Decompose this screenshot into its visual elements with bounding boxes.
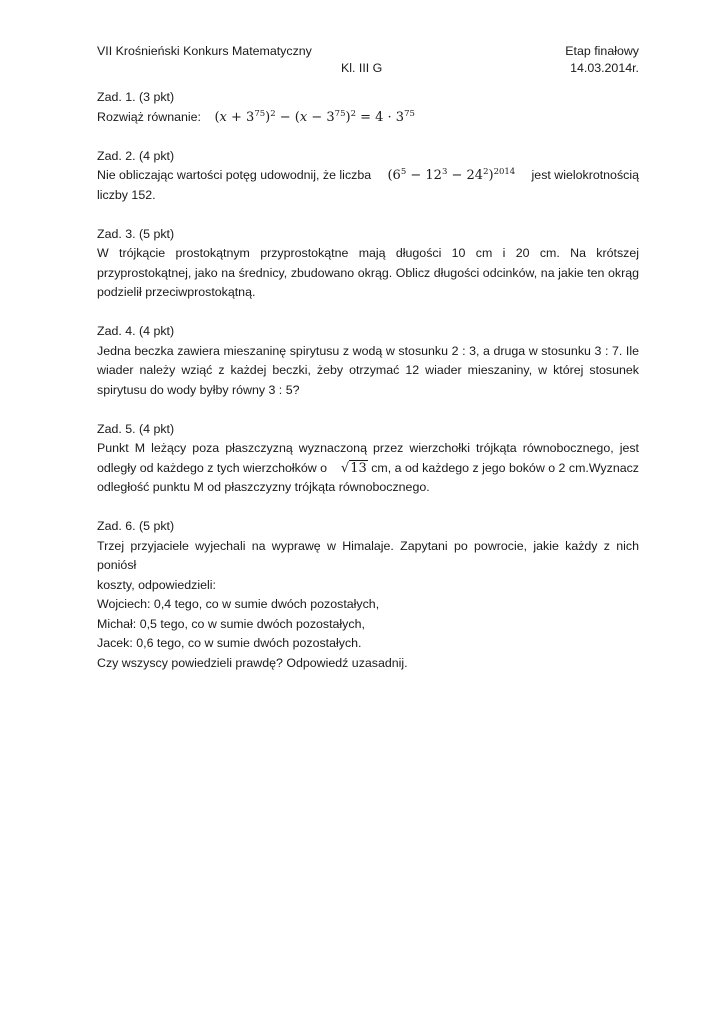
task-title: Zad. 6. (5 pkt) — [97, 519, 175, 533]
task-question: Czy wszyscy powiedzieli prawdę? Odpowiedź uzasadnij. — [97, 655, 408, 670]
task-title: Zad. 3. (5 pkt) — [97, 226, 175, 241]
task-3 — [97, 225, 639, 303]
root-value: 13 — [350, 460, 367, 476]
stage-label: Etap finałowy — [565, 44, 639, 58]
competition-name: VII Krośnieński Konkurs Matematyczny — [97, 44, 312, 58]
task-text: odległy od każdego z tych wierzchołków o — [97, 460, 328, 475]
task-text: cm, a od każdego z jego boków o 2 cm.Wyznacz — [371, 460, 639, 475]
tasks-list — [97, 88, 639, 693]
answer-wojciech: Wojciech: 0,4 tego, co w sumie dwóch pozostałych, — [97, 597, 380, 611]
task-1 — [97, 88, 639, 127]
task-text: W trójkącie prostokątnym przyprostokątne mają długości 10 cm i 20 cm. Na krótszej przyprostokątnej, jako na średnicy, zbudowano okrąg. Oblicz długości odcinków, na jakie ten okrąg podzielił przeciwprostokątną. — [97, 246, 639, 299]
class-label: Kl. III G — [341, 61, 383, 75]
task-text: jest wielokrotnością — [531, 168, 639, 182]
task-title: Zad. 5. (4 pkt) — [97, 421, 175, 436]
task-title: Zad. 1. (3 pkt) — [97, 90, 175, 104]
task-title: Zad. 2. (4 pkt) — [97, 148, 175, 163]
expression: $(6^5 - 12^3 - 24^2)^{2014}$ — [387, 167, 516, 183]
square-root: √13 — [340, 460, 367, 476]
task-text: Rozwiąż równanie: — [97, 109, 201, 124]
answer-michal: Michał: 0,5 tego, co w sumie dwóch pozostałych, — [97, 616, 365, 631]
equation: $(x + 3^{75})^2 - (x - 3^{75})^2 = 4 \cdot 3^{75}$ — [214, 108, 415, 125]
task-text: Trzej przyjaciele wyjechali na wyprawę w Himalaje. Zapytani po powrocie, jakie każdy z nich poniósł — [97, 538, 639, 572]
task-5 — [97, 420, 639, 498]
answer-jacek: Jacek: 0,6 tego, co w sumie dwóch pozostałych. — [97, 636, 362, 650]
task-text: odległość punktu M od płaszczyzny trójkąta równobocznego. — [97, 480, 430, 494]
exam-date: 14.03.2014r. — [570, 61, 639, 75]
task-6 — [97, 517, 639, 673]
task-4 — [97, 322, 639, 400]
task-text: koszty, odpowiedzieli: — [97, 577, 216, 592]
task-text: Punkt M leżący poza płaszczyzną wyznaczoną przez wierzchołki trójkąta równobocznego, jest — [97, 441, 639, 455]
task-title: Zad. 4. (4 pkt) — [97, 324, 175, 338]
task-2 — [97, 147, 639, 206]
task-text: liczby 152. — [97, 187, 156, 202]
task-text: Jedna beczka zawiera mieszaninę spirytusu z wodą w stosunku 2 : 3, a druga w stosunku 3 : 7. Ile wiader należy wziąć z każdej beczki, żeby otrzymać 12 wiader mieszaniny, w której stosunek spirytusu do wody byłby równy 3 : 5? — [97, 343, 639, 397]
task-text: Nie obliczając wartości potęg udowodnij, że liczba — [97, 168, 372, 182]
